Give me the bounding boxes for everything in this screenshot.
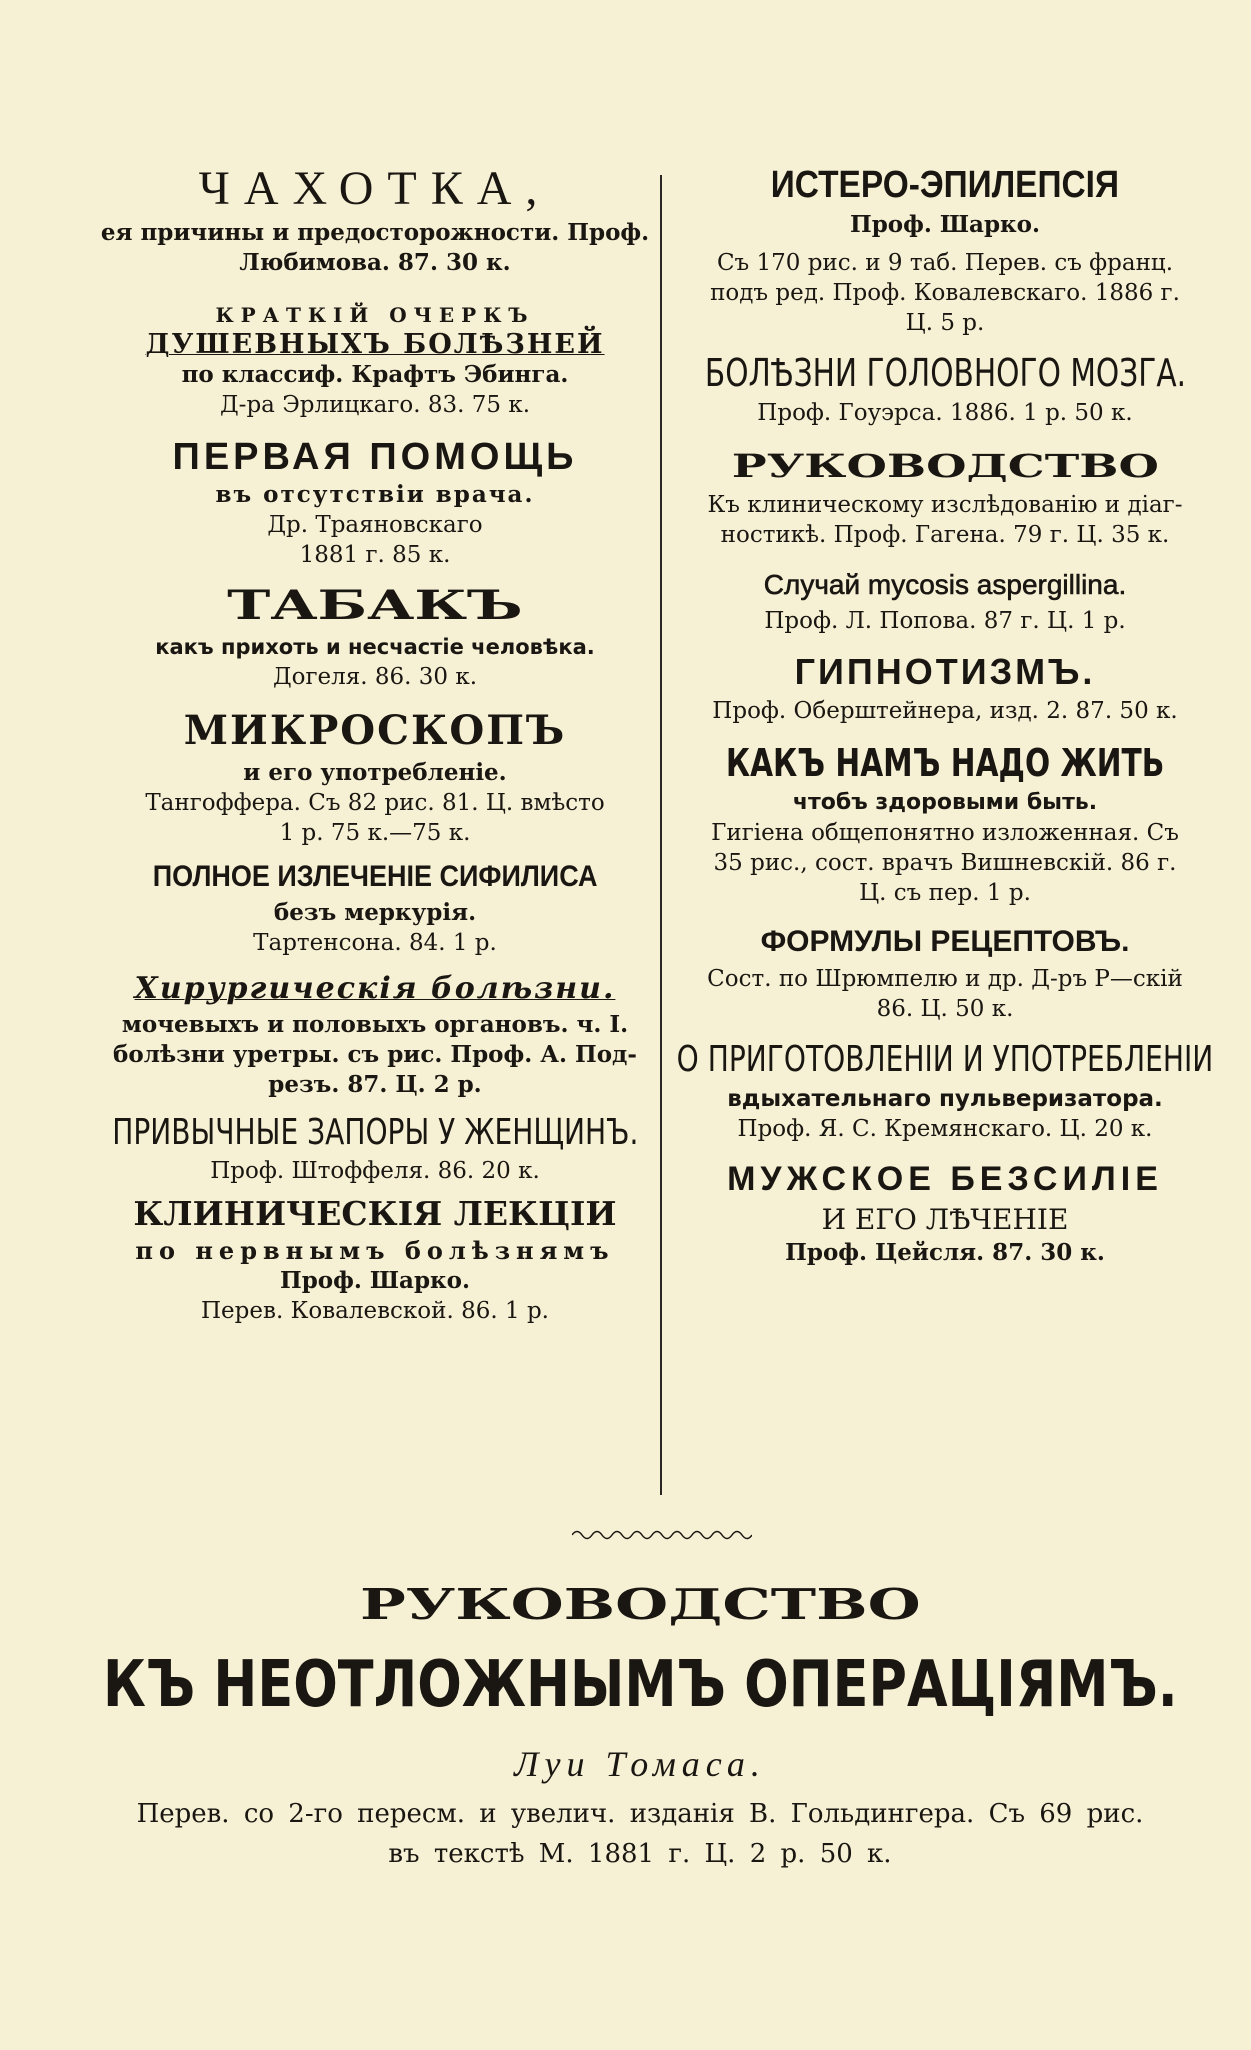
entry-text: 35 рис., сост. врачъ Вишневскій. 86 г. [713,850,1177,876]
entry-text: Проф. Л. Попова. 87 г. Ц. 1 р. [764,608,1126,634]
entry-title: РУКОВОДСТВО [731,447,1159,485]
bottom-advertisement [80,1570,1200,1874]
entry-text: подъ ред. Проф. Ковалевскаго. 1886 г. [710,280,1180,306]
entry-text: Проф. Я. С. Кремянскаго. Ц. 20 к. [737,1116,1153,1142]
entry-zapory [95,1110,655,1186]
entry-title: ПОЛНОЕ ИЗЛЕЧЕНІЕ СИФИЛИСА [152,860,598,893]
entry-title: ИСТЕРО-ЭПИЛЕПСІЯ [770,164,1120,206]
entry-gipnotizm [665,648,1225,726]
entry-title: КРАТКІЙ ОЧЕРКЪ [215,303,535,327]
entry-lektsii [95,1192,655,1326]
entry-text: резъ. 87. Ц. 2 р. [268,1071,482,1098]
entry-text: мочевыхъ и половыхъ органовъ. ч. I. [121,1011,629,1038]
entry-mycosis [665,564,1225,636]
entry-text: въ отсутствіи врача. [215,481,535,508]
entry-text: Къ клиническому изслѣдованію и діаг- [707,492,1183,518]
entry-formuly [665,920,1225,1024]
entry-title: ФОРМУЛЫ РЕЦЕПТОВЪ. [760,925,1130,958]
entry-text: Проф. Гоуэрса. 1886. 1 р. 50 к. [757,400,1133,426]
left-column [95,160,655,1326]
entry-title: МИКРОСКОПЪ [183,707,567,754]
entry-title: ПРИВЫЧНЫЕ ЗАПОРЫ У ЖЕНЩИНЪ. [111,1112,639,1153]
entry-title: КАКЪ НАМЪ НАДО ЖИТЬ [725,741,1165,785]
entry-zhit [665,738,1225,908]
entry-title: ДУШЕВНЫХЪ БОЛѢЗНЕЙ [145,329,605,360]
entry-title: КЛИНИЧЕСКІЯ ЛЕКЦІИ [133,1194,617,1233]
entry-text: Сост. по Шрюмпелю и др. Д-ръ Р—скій [707,966,1183,992]
entry-text: Перев. Ковалевской. 86. 1 р. [201,1298,549,1324]
entry-text: безъ меркурія. [273,899,477,926]
entry-mikroskop [95,704,655,848]
entry-text: Любимова. 87. 30 к. [239,249,511,276]
entry-text: Гигіена общепонятно изложенная. Съ [711,820,1179,846]
bottom-text: Перев. со 2-го пересм. и увелич. изданія В. Гольдингера. Съ 69 рис. [136,1799,1144,1829]
entry-text: Проф. Шарко. [849,211,1040,238]
entry-mozg [665,348,1225,428]
entry-text: по классиф. Крафтъ Эбинга. [181,361,569,388]
entry-title: МУЖСКОЕ БЕЗСИЛІЕ [727,1160,1163,1198]
entry-text: Др. Траяновскаго [267,512,483,538]
entry-text: Д-ра Эрлицкаго. 83. 75 к. [219,392,531,418]
entry-text: Проф. Штоффеля. 86. 20 к. [210,1158,540,1184]
entry-text: Тангоффера. Съ 82 рис. 81. Ц. вмѣсто [145,790,605,816]
entry-epilepsia [665,160,1225,338]
entry-text: по нервнымъ болѣзнямъ [135,1236,615,1265]
entry-text: Ц. 5 р. [905,310,985,336]
entry-text: 86. Ц. 50 к. [876,996,1014,1022]
entry-text: болѣзни уретры. съ рис. Проф. А. Под- [113,1041,637,1068]
entry-title: О ПРИГОТОВЛЕНІИ И УПОТРЕБЛЕНІИ [676,1039,1214,1080]
column-divider [660,175,662,1495]
entry-text: и его употребленіе. [243,759,507,786]
entry-title: ЧАХОТКА, [198,162,552,215]
entry-text: Тартенсона. 84. 1 р. [253,930,497,956]
right-column [665,160,1225,1268]
entry-text: Проф. Шарко. [279,1267,470,1294]
entry-text: 1881 г. 85 к. [299,542,451,568]
entry-ocherk [95,300,655,420]
entry-khirurg [95,968,655,1100]
entry-title: ПЕРВАЯ ПОМОЩЬ [172,436,578,478]
entry-sifilis [95,856,655,958]
entry-text: чтобъ здоровыми быть. [792,790,1098,815]
entry-text: Проф. Цейсля. 87. 30 к. [785,1239,1105,1266]
entry-text: ностикѣ. Проф. Гагена. 79 г. Ц. 35 к. [720,522,1170,548]
bottom-title: РУКОВОДСТВО [359,1580,921,1629]
bottom-subtitle: КЪ НЕОТЛОЖНЫМЪ ОПЕРАЦІЯМЪ. [102,1648,1178,1722]
entry-text: И ЕГО ЛѢЧЕНІЕ [821,1203,1069,1236]
entry-text: вдыхательнаго пульверизатора. [727,1086,1163,1112]
entry-text: Проф. Оберштейнера, изд. 2. 87. 50 к. [712,698,1178,724]
entry-title: БОЛѢЗНИ ГОЛОВНОГО МОЗГА. [704,351,1186,395]
bottom-text: въ текстѣ М. 1881 г. Ц. 2 р. 50 к. [388,1839,892,1869]
bottom-author: Луи Томаса. [514,1744,766,1784]
entry-title: Случай mycosis aspergillina. [763,569,1127,600]
entry-text: Съ 170 рис. и 9 таб. Перев. съ франц. [716,250,1174,276]
entry-chakhotka [95,160,655,278]
entry-text: 1 р. 75 к.—75 к. [279,820,471,846]
entry-title: ГИПНОТИЗМЪ. [794,651,1096,692]
entry-text: какъ прихоть и несчастіе человѣка. [155,635,595,659]
entry-pomosch [95,434,655,570]
entry-bezsilie [665,1156,1225,1268]
ornament-divider [572,1528,752,1542]
entry-rukovodstvo [665,442,1225,550]
entry-tabak [95,580,655,692]
entry-text: ея причины и предосторожности. Проф. [100,219,650,246]
entry-title: Хирургическія болѣзни. [134,971,616,1006]
entry-text: Ц. съ пер. 1 р. [859,880,1031,906]
entry-pulv [665,1036,1225,1144]
entry-text: Догеля. 86. 30 к. [272,664,478,690]
entry-title: ТАБАКЪ [227,582,523,629]
